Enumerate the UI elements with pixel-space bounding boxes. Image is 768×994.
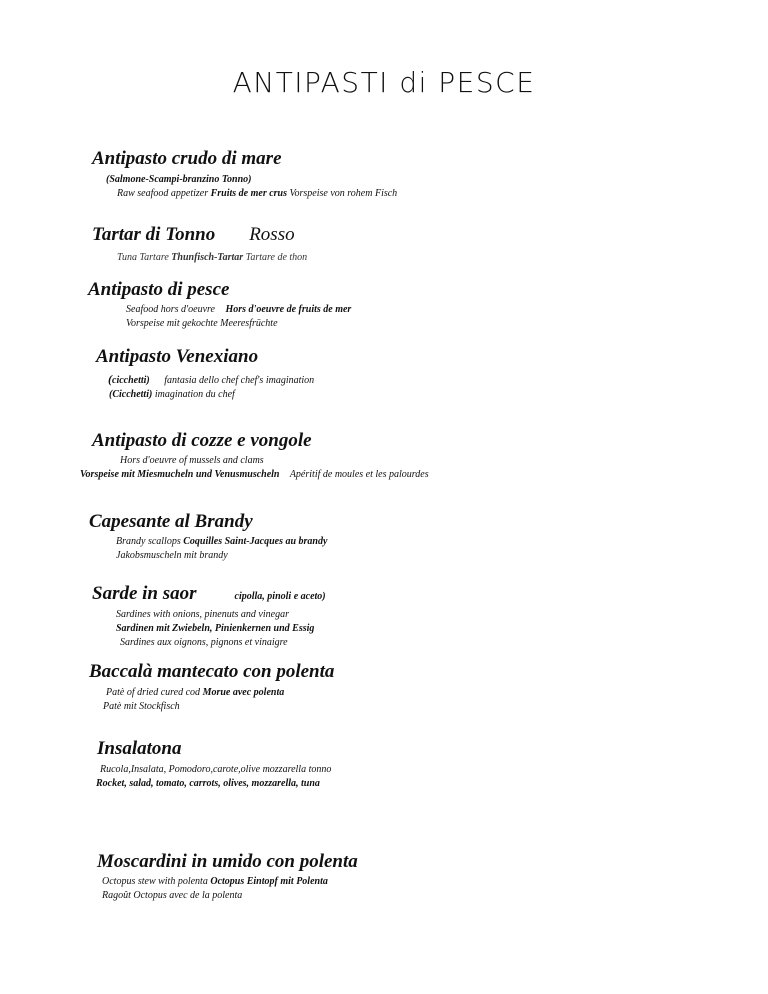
dish-name: Capesante al Brandy bbox=[89, 511, 253, 532]
dish-translation-fr bbox=[96, 388, 314, 402]
dish-translation-en: Sardines with onions, pinenuts and vinegar bbox=[116, 609, 289, 620]
dish-translation-fr: Sardines aux oignons, pignons et vinaigre bbox=[120, 637, 288, 648]
dish-insalatona bbox=[97, 738, 331, 791]
dish-ingredients: (Salmone-Scampi-branzino Tonno) bbox=[106, 174, 252, 185]
dish-translation-de: Patè mit Stockfisch bbox=[103, 701, 180, 712]
cicchetti-label: cicchetti) bbox=[112, 375, 150, 386]
translation-en: Seafood hors d'oeuvre bbox=[126, 304, 215, 315]
dish-name-suffix: Rosso bbox=[249, 224, 295, 245]
dish-baccala bbox=[89, 661, 334, 714]
dish-moscardini bbox=[97, 851, 358, 903]
dish-antipasto-pesce bbox=[88, 279, 351, 331]
translation-fr: Hors d'oeuvre de fruits de mer bbox=[225, 304, 352, 315]
translation-en: Octopus stew with polenta bbox=[102, 876, 208, 887]
dish-name: Insalatona bbox=[97, 738, 182, 759]
translation-fr: imagination du chef bbox=[154, 389, 235, 400]
translation-de: Vorspeise von rohem Fisch bbox=[289, 188, 398, 199]
translation-de: Thunfisch-Tartar bbox=[171, 252, 244, 263]
dish-antipasto-venexiano bbox=[96, 346, 314, 402]
dish-translation-de: Jakobsmuscheln mit brandy bbox=[116, 550, 228, 561]
translation-en: Tuna Tartare bbox=[117, 252, 169, 263]
dish-antipasto-cozze bbox=[80, 430, 429, 482]
translation-it-en: fantasia dello chef chef's imagination bbox=[164, 375, 315, 386]
dish-translation-en: Hors d'oeuvre of mussels and clams bbox=[120, 455, 264, 466]
translation-fr: Morue avec polenta bbox=[202, 687, 285, 698]
dish-translation-fr: Ragoût Octopus avec de la polenta bbox=[102, 890, 243, 901]
dish-sarde-in-saor bbox=[92, 583, 326, 650]
dish-name: Antipasto di pesce bbox=[88, 279, 230, 300]
translation-fr: Tartare de thon bbox=[245, 252, 308, 263]
dish-name: Sarde in saor bbox=[92, 583, 197, 604]
translation-en: Brandy scallops bbox=[116, 536, 181, 547]
translation-en: Raw seafood appetizer bbox=[117, 188, 209, 199]
translation-fr: Apéritif de moules et les palourdes bbox=[289, 469, 429, 480]
translation-de: Vorspeise mit Miesmucheln und Venusmuscheln bbox=[80, 469, 280, 480]
dish-tartar-tonno bbox=[92, 224, 307, 265]
dish-translations bbox=[80, 468, 429, 482]
page-title: ANTIPASTI di PESCE bbox=[232, 66, 536, 99]
dish-translations bbox=[92, 251, 307, 265]
cicchetti-label-2: (Cicchetti) bbox=[109, 389, 153, 400]
dish-translations bbox=[97, 875, 358, 889]
dish-translations bbox=[88, 303, 351, 317]
dish-ingredients-it: Rucola,Insalata, Pomodoro,carote,olive mozzarella tonno bbox=[100, 764, 332, 775]
dish-name-row bbox=[92, 583, 326, 605]
dish-translations bbox=[89, 686, 334, 700]
dish-translation-de: Sardinen mit Zwiebeln, Pinienkernen und Essig bbox=[116, 623, 315, 634]
dish-name: Antipasto crudo di mare bbox=[92, 148, 282, 169]
dish-translations bbox=[89, 535, 327, 549]
dish-translations bbox=[96, 372, 314, 388]
translation-fr: Fruits de mer crus bbox=[210, 188, 288, 199]
dish-name-row bbox=[92, 224, 307, 246]
dish-ingredients: cipolla, pinoli e aceto) bbox=[234, 591, 326, 602]
dish-ingredients-en: Rocket, salad, tomato, carrots, olives, mozzarella, tuna bbox=[96, 778, 320, 789]
dish-name: Baccalà mantecato con polenta bbox=[89, 661, 335, 682]
dish-name: Antipasto di cozze e vongole bbox=[92, 430, 312, 451]
translation-fr: Coquilles Saint-Jacques au brandy bbox=[183, 536, 328, 547]
translation-de: Octopus Eintopf mit Polenta bbox=[210, 876, 328, 887]
dish-name: Tartar di Tonno bbox=[92, 224, 216, 245]
dish-antipasto-crudo bbox=[92, 148, 397, 201]
dish-translations bbox=[92, 187, 397, 201]
cicchetti-paren: ( bbox=[108, 372, 112, 386]
dish-name: Antipasto Venexiano bbox=[96, 346, 259, 367]
dish-translation-de: Vorspeise mit gekochte Meeresfrüchte bbox=[126, 318, 278, 329]
dish-name: Moscardini in umido con polenta bbox=[97, 851, 358, 872]
translation-it-en: Patè of dried cured cod bbox=[106, 687, 201, 698]
dish-capesante bbox=[89, 511, 327, 563]
